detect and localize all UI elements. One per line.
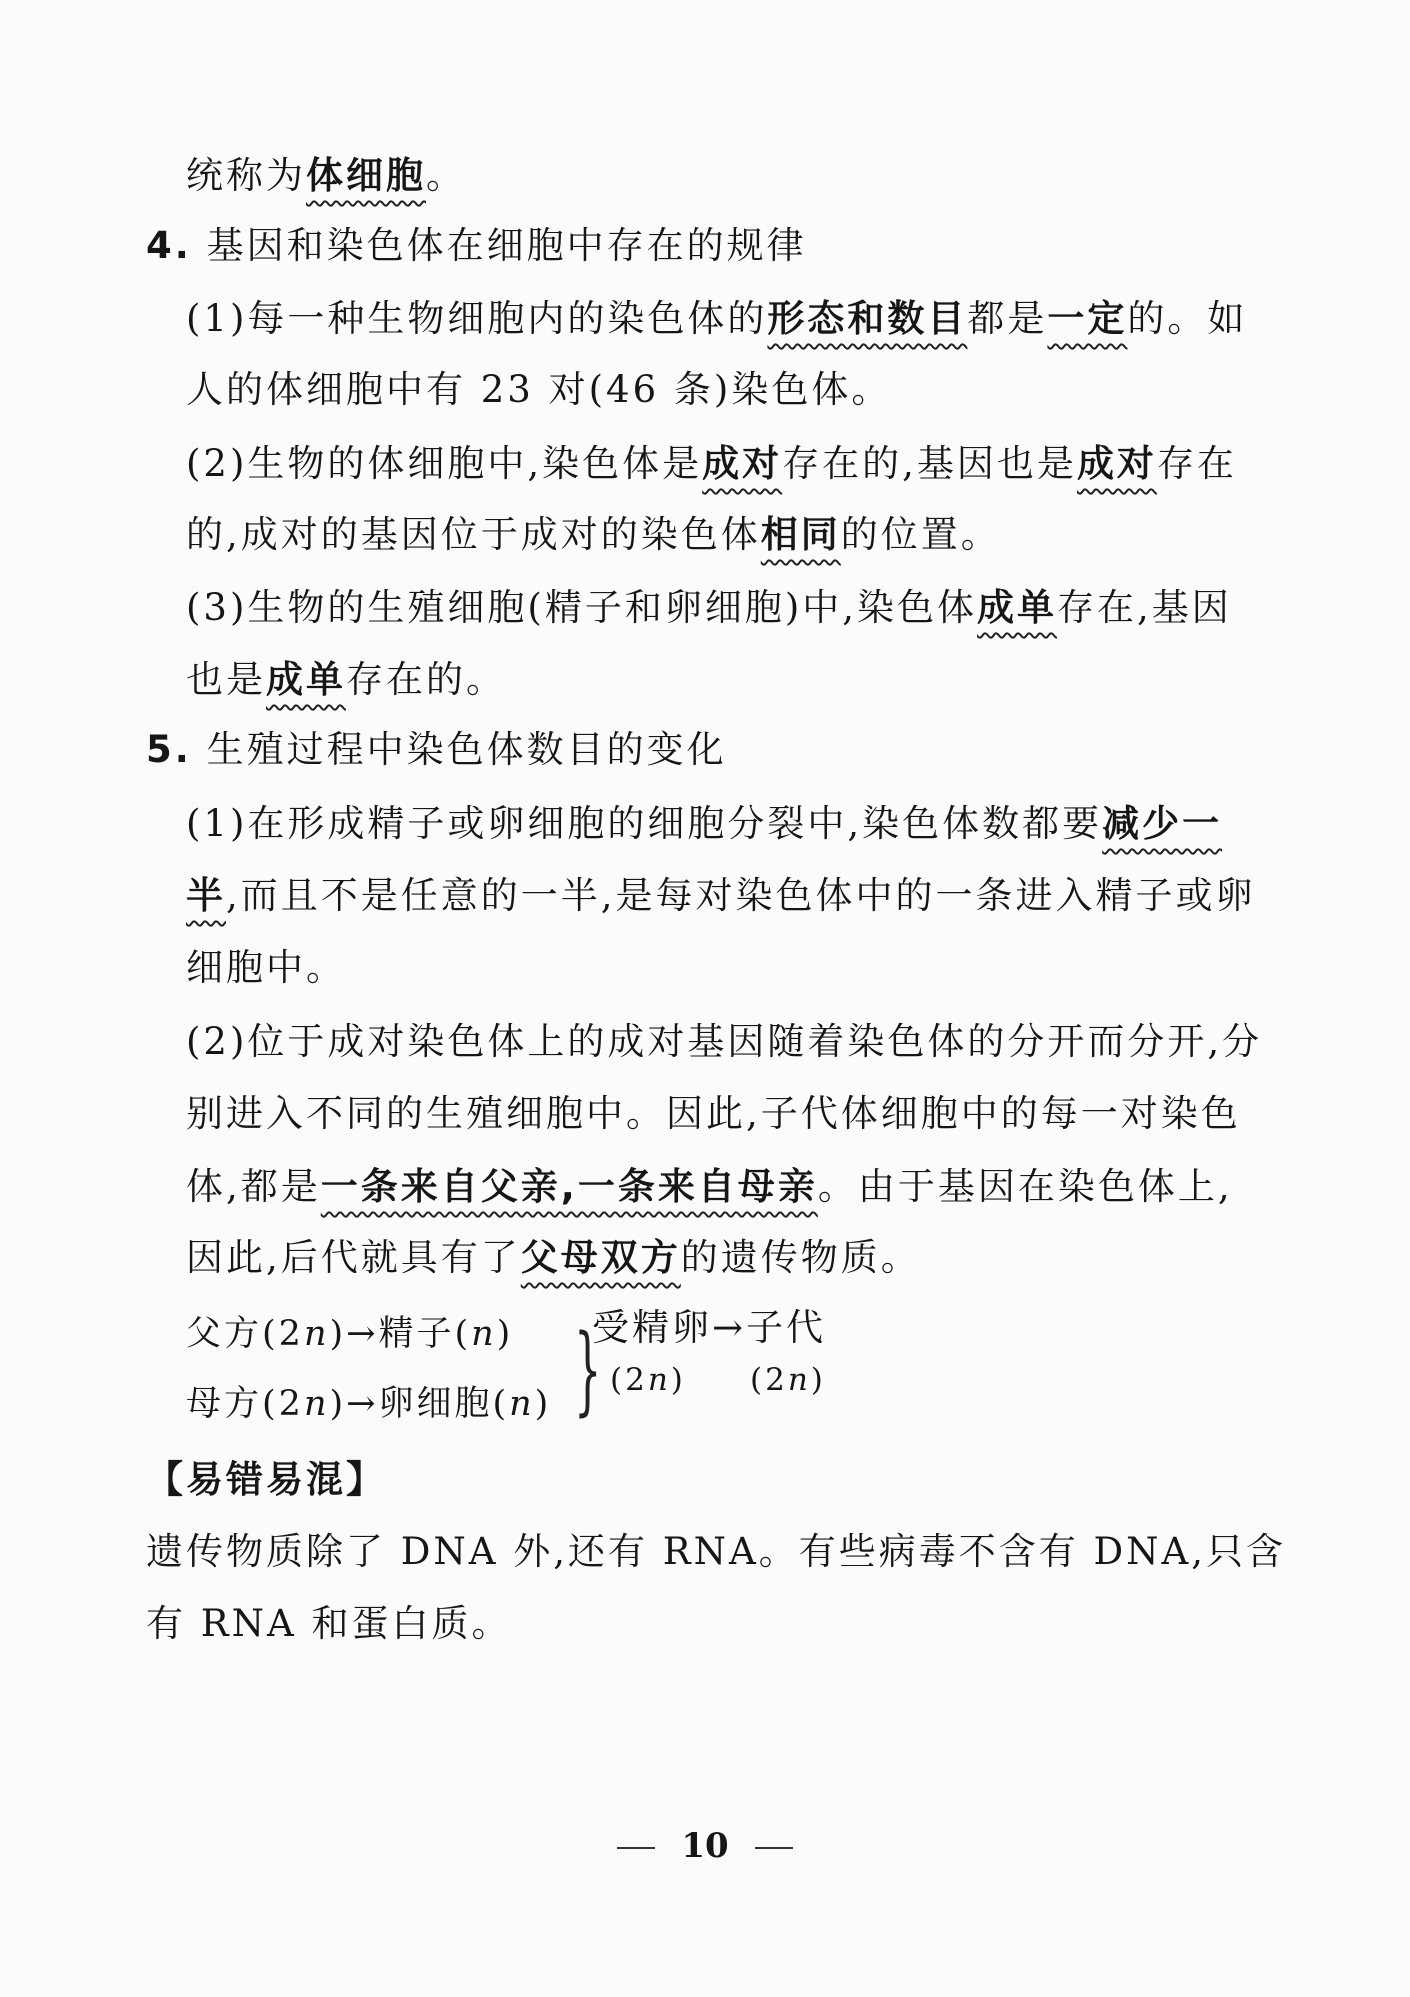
n-symbol: n xyxy=(471,1314,497,1354)
key-term: 成单 xyxy=(977,586,1058,629)
mistakes-heading xyxy=(146,1456,386,1504)
s4-p1-line1 xyxy=(186,295,1247,343)
s5-p1-line1 xyxy=(186,800,1222,848)
text: 的。如 xyxy=(1127,297,1248,340)
text: (3)生物的生殖细胞(精子和卵细胞)中,染色体 xyxy=(186,586,978,629)
text: 卵细胞( xyxy=(378,1384,510,1424)
text: ) xyxy=(329,1314,347,1354)
section-4-heading xyxy=(146,222,807,270)
s5-p2-line4 xyxy=(186,1234,921,1282)
s4-p3-line1 xyxy=(186,584,1232,632)
intro-line xyxy=(186,152,466,200)
s5-p2-line3 xyxy=(186,1163,1233,1211)
key-term: 成对 xyxy=(702,442,783,485)
text: 的,成对的基因位于成对的染色体 xyxy=(186,513,761,556)
key-term: 成对 xyxy=(1076,442,1157,485)
text: 。由于基因在染色体上, xyxy=(817,1165,1233,1208)
s5-p2-line1: (2)位于成对染色体上的成对基因随着染色体的分开而分开,分 xyxy=(186,1020,1263,1063)
text: ) xyxy=(329,1384,347,1424)
n-symbol: n xyxy=(647,1362,671,1398)
brace-icon: } xyxy=(574,1314,602,1426)
text: (1)每一种生物细胞内的染色体的 xyxy=(186,297,768,340)
text: 子代 xyxy=(746,1306,827,1349)
s4-p2-line2 xyxy=(186,511,1001,559)
dash-left xyxy=(617,1847,655,1849)
page-number-text: 10 xyxy=(681,1826,729,1866)
text: ,而且不是任意的一半,是每对染色体中的一条进入精子或卵 xyxy=(226,874,1256,917)
mistakes-line2: 有 RNA 和蛋白质。 xyxy=(146,1602,512,1645)
section-title: 生殖过程中染色体数目的变化 xyxy=(206,728,727,771)
text: 。 xyxy=(426,154,466,197)
arrow-icon: → xyxy=(346,1314,379,1354)
section-5-heading xyxy=(146,726,727,774)
s5-p2-line2: 别进入不同的生殖细胞中。因此,子代体细胞中的每一对染色 xyxy=(186,1092,1241,1135)
section-number: 4. xyxy=(146,224,192,267)
n-symbol: n xyxy=(509,1384,535,1424)
text: 精子( xyxy=(378,1314,472,1354)
key-term: 半 xyxy=(186,874,226,917)
text: 都是 xyxy=(967,297,1048,340)
dash-right xyxy=(755,1847,793,1849)
text: 父方(2 xyxy=(186,1314,304,1354)
text: 统称为 xyxy=(186,154,306,197)
s5-p1-line2 xyxy=(186,872,1256,920)
text: ) xyxy=(670,1362,686,1398)
text: 受精卵 xyxy=(592,1306,712,1349)
key-term: 减少一 xyxy=(1102,802,1223,845)
key-term: 形态和数目 xyxy=(767,297,968,340)
page-number xyxy=(0,1826,1410,1866)
heading-text: 【易错易混】 xyxy=(146,1458,386,1501)
s5-p1-line3: 细胞中。 xyxy=(186,946,346,989)
text: ) xyxy=(810,1362,826,1398)
text: 体,都是 xyxy=(186,1165,321,1208)
key-term: 一定 xyxy=(1047,297,1128,340)
text: 也是 xyxy=(186,658,266,701)
n-symbol: n xyxy=(303,1314,330,1354)
arrow-icon: → xyxy=(346,1384,379,1424)
arrow-icon: → xyxy=(712,1306,747,1349)
diagram-mother-row xyxy=(186,1380,551,1428)
key-term: 父母双方 xyxy=(520,1236,681,1279)
diagram-result-row xyxy=(592,1304,826,1352)
text: 因此,后代就具有了 xyxy=(186,1236,521,1279)
s4-p2-line1 xyxy=(186,440,1237,488)
text: 的位置。 xyxy=(840,513,1001,556)
text: (2 xyxy=(750,1362,788,1398)
mistakes-line1: 遗传物质除了 DNA 外,还有 RNA。有些病毒不含有 DNA,只含 xyxy=(146,1530,1287,1573)
diagram-zygote-n xyxy=(610,1356,686,1404)
s4-p1-line2: 人的体细胞中有 23 对(46 条)染色体。 xyxy=(186,368,892,411)
text: 的遗传物质。 xyxy=(680,1236,921,1279)
n-symbol: n xyxy=(787,1362,811,1398)
diagram-father-row xyxy=(186,1310,513,1358)
text: (2 xyxy=(610,1362,648,1398)
text: 存在的,基因也是 xyxy=(782,442,1077,485)
text: ) xyxy=(534,1384,552,1424)
diagram-offspring-n xyxy=(750,1356,826,1404)
text: 母方(2 xyxy=(186,1384,304,1424)
key-term: 体细胞 xyxy=(306,154,426,197)
s4-p3-line2 xyxy=(186,656,506,704)
text: (1)在形成精子或卵细胞的细胞分裂中,染色体数都要 xyxy=(186,802,1103,845)
key-term: 相同 xyxy=(760,513,841,556)
text: 存在 xyxy=(1156,442,1237,485)
key-term: 成单 xyxy=(266,658,346,701)
n-symbol: n xyxy=(303,1384,330,1424)
text: 存在,基因 xyxy=(1057,586,1232,629)
section-title: 基因和染色体在细胞中存在的规律 xyxy=(206,224,807,267)
text: ) xyxy=(496,1314,514,1354)
section-number: 5. xyxy=(146,728,192,771)
key-term: 一条来自父亲,一条来自母亲 xyxy=(320,1165,818,1208)
text: (2)生物的体细胞中,染色体是 xyxy=(186,442,703,485)
text: 存在的。 xyxy=(346,658,506,701)
